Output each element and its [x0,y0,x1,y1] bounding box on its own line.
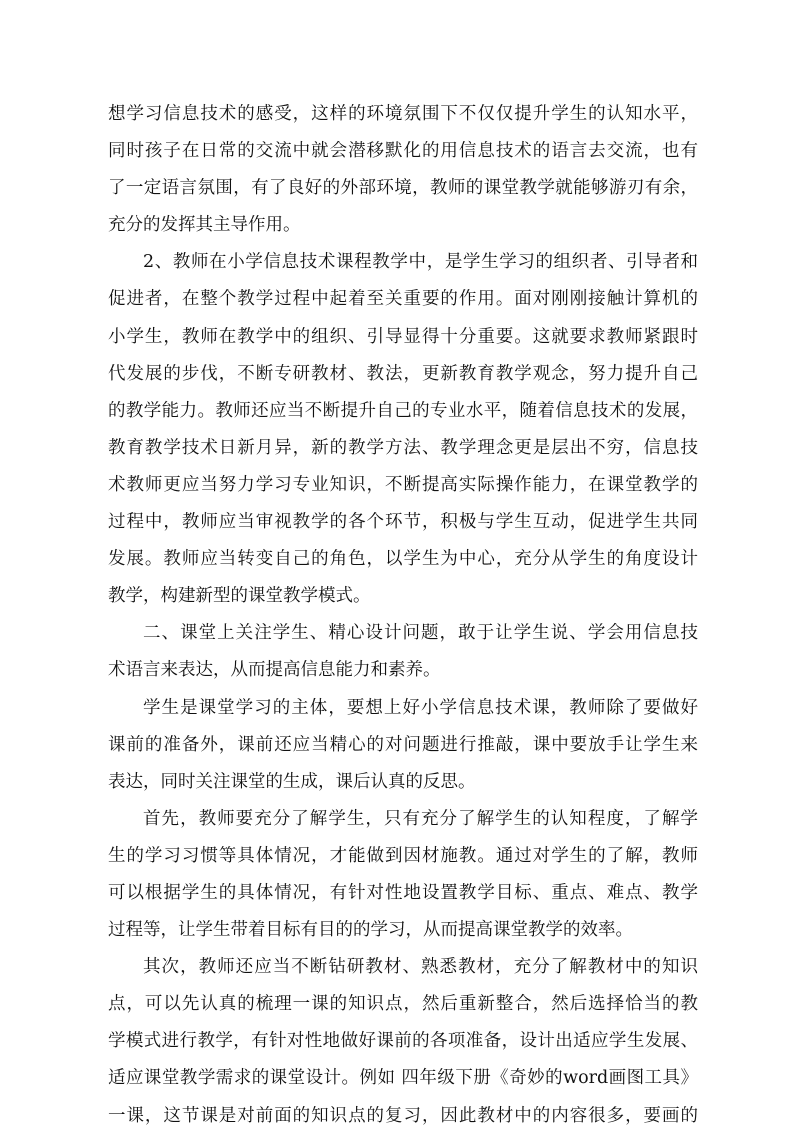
text-line: 其次，教师还应当不断钻研教材、熟悉教材，充分了解教材中的知识 [143,957,698,978]
text-line: 促进者，在整个教学过程中起着至关重要的作用。面对刚刚接触计算机的 [108,289,698,310]
text-line: 表达，同时关注课堂的生成，课后认真的反思。 [108,771,476,792]
text-line: 充分的发挥其主导作用。 [108,215,301,236]
text-line: 教学，构建新型的课堂教学模式。 [108,586,371,607]
text-line: 首先，教师要充分了解学生，只有充分了解学生的认知程度，了解学 [143,808,698,829]
text-line: 代发展的步伐，不断专研教材、教法，更新教育教学观念，努力提升自己 [108,363,698,384]
text-line: 术教师更应当努力学习专业知识，不断提高实际操作能力，在课堂教学的 [108,474,698,495]
document-body [108,96,698,1135]
text-line: 点，可以先认真的梳理一课的知识点，然后重新整合，然后选择恰当的教 [108,994,698,1015]
text-line: 的教学能力。教师还应当不断提升自己的专业水平，随着信息技术的发展， [108,400,698,421]
text-line: 想学习信息技术的感受，这样的环境氛围下不仅仅提升学生的认知水平， [108,104,698,124]
text-line: 适应课堂教学需求的课堂设计。例如 四年级下册《奇妙的word画图工具》 [108,1068,698,1089]
text-line: 发展。教师应当转变自己的角色，以学生为中心，充分从学生的角度设计 [108,549,698,570]
text-line: 学模式进行教学，有针对性地做好课前的各项准备，设计出适应学生发展、 [108,1031,698,1052]
text-line: 可以根据学生的具体情况，有针对性地设置教学目标、重点、难点、教学 [108,882,698,903]
text-line: 了一定语言氛围，有了良好的外部环境，教师的课堂教学就能够游刃有余， [108,178,698,199]
text-line: 小学生，教师在教学中的组织、引导显得十分重要。这就要求教师紧跟时 [108,326,698,347]
text-line: 课前的准备外，课前还应当精心的对问题进行推敲，课中要放手让学生来 [108,734,698,755]
text-line: 过程等，让学生带着目标有目的的学习，从而提高课堂教学的效率。 [108,920,633,941]
text-line: 术语言来表达，从而提高信息能力和素养。 [108,660,441,681]
text-line: 同时孩子在日常的交流中就会潜移默化的用信息技术的语言去交流，也有 [108,141,698,162]
text-line: 学生是课堂学习的主体，要想上好小学信息技术课，教师除了要做好 [143,697,698,718]
text-line: 教育教学技术日新月异，新的教学方法、教学理念更是层出不穷，信息技 [108,437,698,458]
text-line: 一课，这节课是对前面的知识点的复习，因此教材中的内容很多，要画的 [108,1105,698,1126]
text-line: 生的学习习惯等具体情况，才能做到因材施教。通过对学生的了解，教师 [108,845,698,866]
text-line: 过程中，教师应当审视教学的各个环节，积极与学生互动，促进学生共同 [108,512,698,533]
text-line: 二、课堂上关注学生、精心设计问题，敢于让学生说、学会用信息技 [143,623,698,644]
text-line: 2、教师在小学信息技术课程教学中，是学生学习的组织者、引导者和 [143,252,698,273]
